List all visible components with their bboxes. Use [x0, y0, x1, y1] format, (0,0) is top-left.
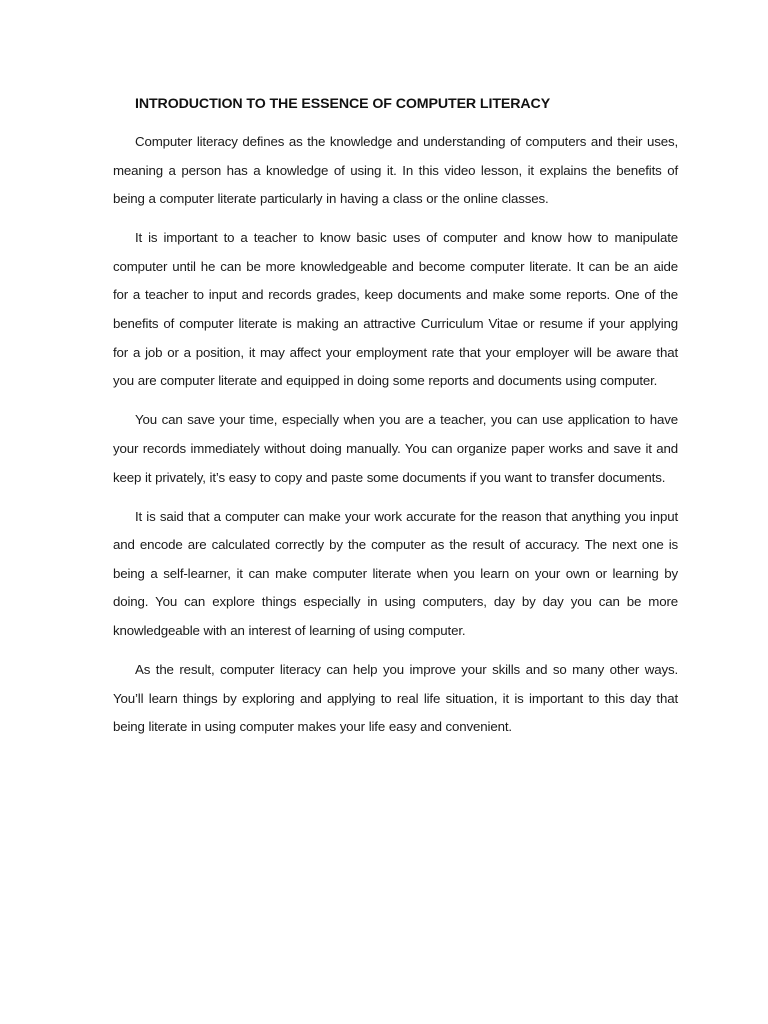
- paragraph-definition: Computer literacy defines as the knowledge and understanding of computers and their uses, meaning a person has a knowledge of using it. In this video lesson, it explains the benefits of being a computer literate particularly in having a class or the online classes.: [113, 134, 678, 207]
- paragraph-save-time: You can save your time, especially when you are a teacher, you can use application to have your records immediately without doing manually. You can organize paper works and save it and keep it privately, it’s easy to copy and paste some documents if you want to transfer documents.: [113, 412, 678, 485]
- paragraph-list: [113, 128, 678, 742]
- paragraph-teacher-uses: It is important to a teacher to know basic uses of computer and know how to manipulate computer until he can be more knowledgeable and become computer literate. It can be an aide for a teacher to input and records grades, keep documents and make some reports. One of the benefits of computer literate is making an attractive Curriculum Vitae or resume if your applying for a job or a position, it may affect your employment rate that your employer will be aware that you are computer literate and equipped in doing some reports and documents using computer.: [113, 230, 678, 389]
- document-title: INTRODUCTION TO THE ESSENCE OF COMPUTER LITERACY: [135, 96, 551, 112]
- paragraph-accuracy: It is said that a computer can make your work accurate for the reason that anything you input and encode are calculated correctly by the computer as the result of accuracy. The next one is being a self-learner, it can make computer literate when you learn on your own or learning by doing. You can explore things especially in using computers, day by day you can be more knowledgeable with an interest of learning of using computer.: [113, 508, 678, 638]
- document-body: [113, 94, 678, 752]
- paragraph-conclusion: As the result, computer literacy can help you improve your skills and so many other ways. You’ll learn things by exploring and applying to real life situation, it is important to this day that being literate in using computer makes your life easy and convenient.: [113, 662, 678, 735]
